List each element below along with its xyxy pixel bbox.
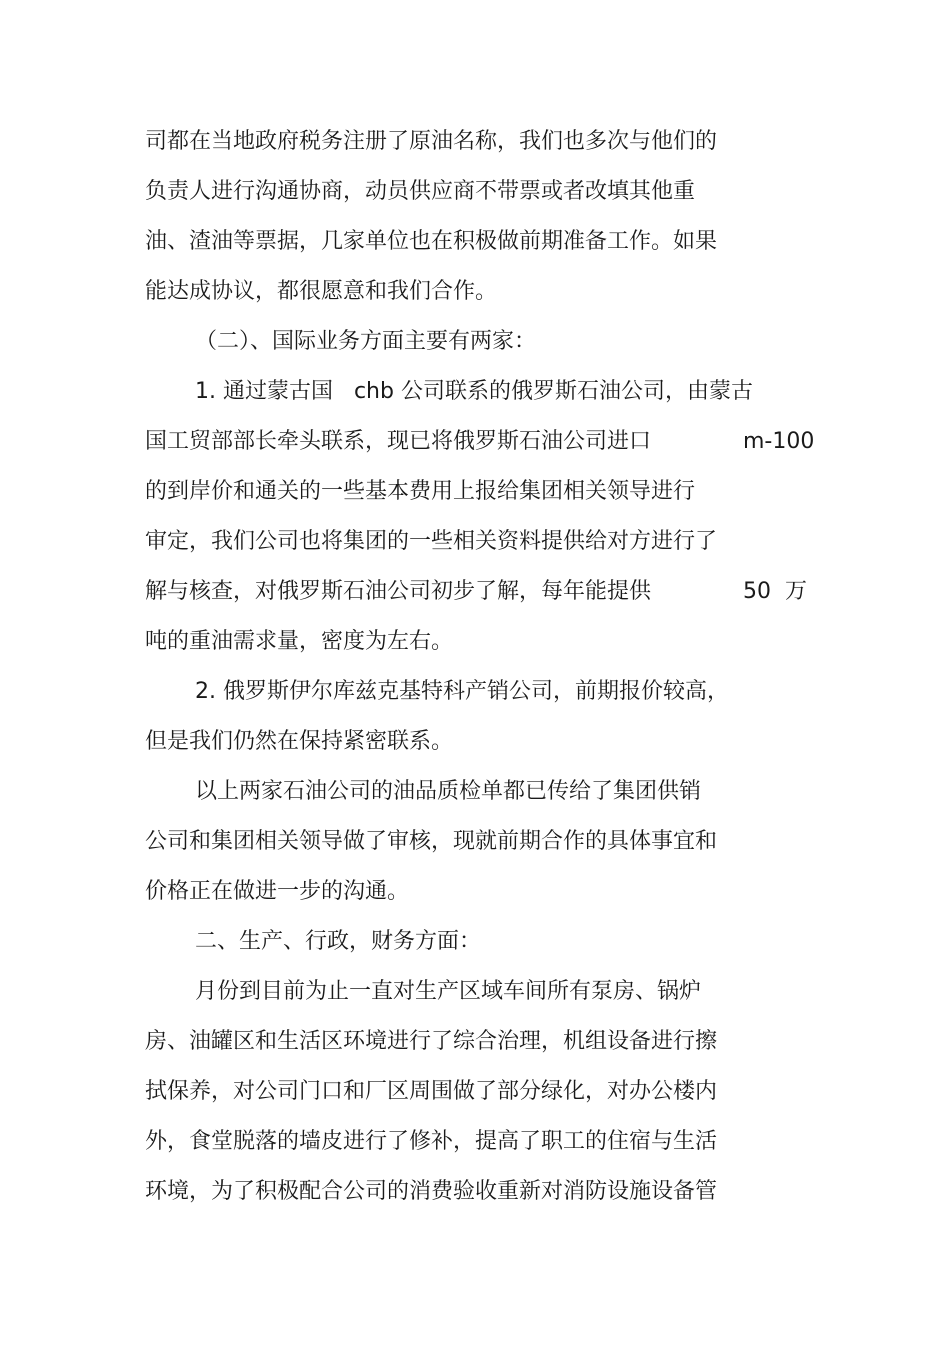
text-line: 环境，为了积极配合公司的消费验收重新对消防设施设备管 xyxy=(145,1179,718,1204)
text-line: 国工贸部部长牵头联系，现已将俄罗斯石油公司进口 xyxy=(145,429,652,454)
text-line: 以上两家石油公司的油品质检单都已传给了集团供销 xyxy=(195,779,702,804)
text-line: 2. 俄罗斯伊尔库兹克基特科产销公司，前期报价较高， xyxy=(195,679,729,704)
text-line: 外，食堂脱落的墙皮进行了修补，提高了职工的住宿与生活 xyxy=(145,1129,718,1154)
text-line: 解与核查，对俄罗斯石油公司初步了解，每年能提供 xyxy=(145,579,652,604)
text-line: 油、渣油等票据，几家单位也在积极做前期准备工作。如果 xyxy=(145,229,718,254)
text-line: 1. 通过蒙古国 chb 公司联系的俄罗斯石油公司，由蒙古 xyxy=(195,379,753,404)
section-heading: 二、生产、行政，财务方面： xyxy=(195,929,482,954)
text-line: 公司和集团相关领导做了审核，现就前期合作的具体事宜和 xyxy=(145,829,718,854)
text-line: 拭保养，对公司门口和厂区周围做了部分绿化，对办公楼内 xyxy=(145,1079,718,1104)
text-fragment: 50 万 xyxy=(743,579,807,604)
text-line: 月份到目前为止一直对生产区域车间所有泵房、锅炉 xyxy=(195,979,702,1004)
text-line: 审定，我们公司也将集团的一些相关资料提供给对方进行了 xyxy=(145,529,718,554)
text-line: 房、油罐区和生活区环境进行了综合治理，机组设备进行擦 xyxy=(145,1029,718,1054)
text-line: 能达成协议，都很愿意和我们合作。 xyxy=(145,279,498,304)
text-line: 的到岸价和通关的一些基本费用上报给集团相关领导进行 xyxy=(145,479,696,504)
text-line: 司都在当地政府税务注册了原油名称，我们也多次与他们的 xyxy=(145,129,718,154)
text-line: 价格正在做进一步的沟通。 xyxy=(145,879,410,904)
text-fragment: m-100 xyxy=(743,429,815,454)
section-heading: （二）、国际业务方面主要有两家： xyxy=(195,329,537,354)
text-line: 负责人进行沟通协商，动员供应商不带票或者改填其他重 xyxy=(145,179,696,204)
text-line: 但是我们仍然在保持紧密联系。 xyxy=(145,729,454,754)
text-line: 吨的重油需求量，密度为左右。 xyxy=(145,629,454,654)
